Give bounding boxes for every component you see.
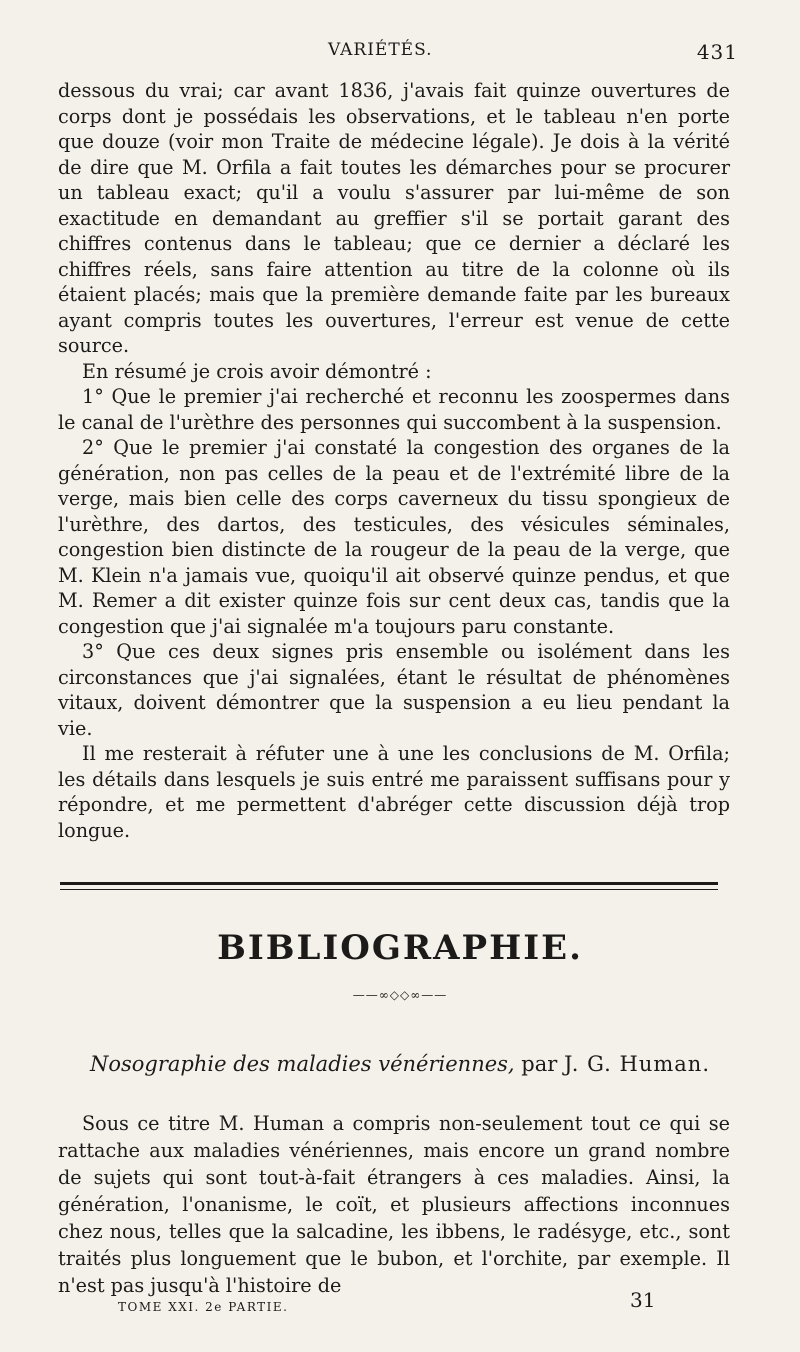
book-by: par xyxy=(521,1052,558,1076)
review-paragraph: Sous ce titre M. Human a compris non-seulement tout ce qui se rattache aux maladies vénériennes, mais encore un grand nombre de sujets qui sont tout-à-fait étrangers à ces maladies. Ainsi, la génération, l'onanisme, le coït, et plusieurs affections inconnues chez nous, telles que la salcadine, les ibbens, le radésyge, etc., sont traités plus longuement que le bubon, et l'orchite, par exemple. Il n'est pas jusqu'à l'histoire de xyxy=(58,1112,730,1297)
section-divider xyxy=(60,882,718,890)
article-paragraph: En résumé je crois avoir démontré : xyxy=(82,359,432,383)
book-author: J. G. Human. xyxy=(564,1052,710,1076)
book-work-title: Nosographie des maladies vénériennes, xyxy=(89,1052,515,1076)
thick-rule xyxy=(60,882,718,885)
article-paragraph: 1° Que le premier j'ai recherché et reconnu les zoospermes dans le canal de l'urèthre des personnes qui succombent à la suspension. xyxy=(58,385,730,434)
ornament: ——∞◇◇∞—— xyxy=(352,988,448,1002)
article-text xyxy=(58,78,730,843)
volume-label: TOME XXI. 2e PARTIE. xyxy=(118,1300,289,1314)
running-title: VARIÉTÉS. xyxy=(328,40,433,60)
book-heading xyxy=(0,1052,800,1076)
article-paragraph: 2° Que le premier j'ai constaté la congestion des organes de la génération, non pas celles de la peau et de l'extrémité libre de la verge, mais bien celle des corps caverneux du tissu spongieux de l'urèthre, des dartos, des testicules, des vésicules séminales, congestion bien distincte de la rougeur de la peau de la verge, que M. Klein n'a jamais vue, quoiqu'il ait observé quinze pendus, et que M. Remer a dit exister quinze fois sur cent deux cas, tandis que la congestion que j'ai signalée m'a toujours paru constante. xyxy=(58,436,730,638)
page-number: 431 xyxy=(696,40,738,64)
review-text xyxy=(58,1110,730,1299)
article-paragraph: dessous du vrai; car avant 1836, j'avais fait quinze ouvertures de corps dont je possédais les observations, et le tableau n'en porte que douze (voir mon Traite de médecine légale). Je dois à la vérité de dire que M. Orfila a fait toutes les démarches pour se procurer un tableau exact; qu'il a voulu s'assurer par lui-même de son exactitude en demandant au greffier s'il se portait garant des chiffres contenus dans le tableau; que ce dernier a déclaré les chiffres réels, sans faire attention au titre de la colonne où ils étaient placés; mais que la première demande faite par les bureaux ayant compris toutes les ouvertures, l'erreur est venue de cette source. xyxy=(58,79,730,357)
thin-rule xyxy=(60,889,718,890)
signature-mark: 31 xyxy=(630,1288,656,1312)
article-paragraph: 3° Que ces deux signes pris ensemble ou isolément dans les circonstances que j'ai signalées, étant le résultat de phénomènes vitaux, doivent démontrer que la suspension a eu lieu pendant la vie. xyxy=(58,640,730,740)
section-title: BIBLIOGRAPHIE. xyxy=(217,928,583,968)
article-paragraph: Il me resterait à réfuter une à une les conclusions de M. Orfila; les détails dans lesquels je suis entré me paraissent suffisans pour y répondre, et me permettent d'abréger cette discussion déjà trop longue. xyxy=(58,742,730,842)
